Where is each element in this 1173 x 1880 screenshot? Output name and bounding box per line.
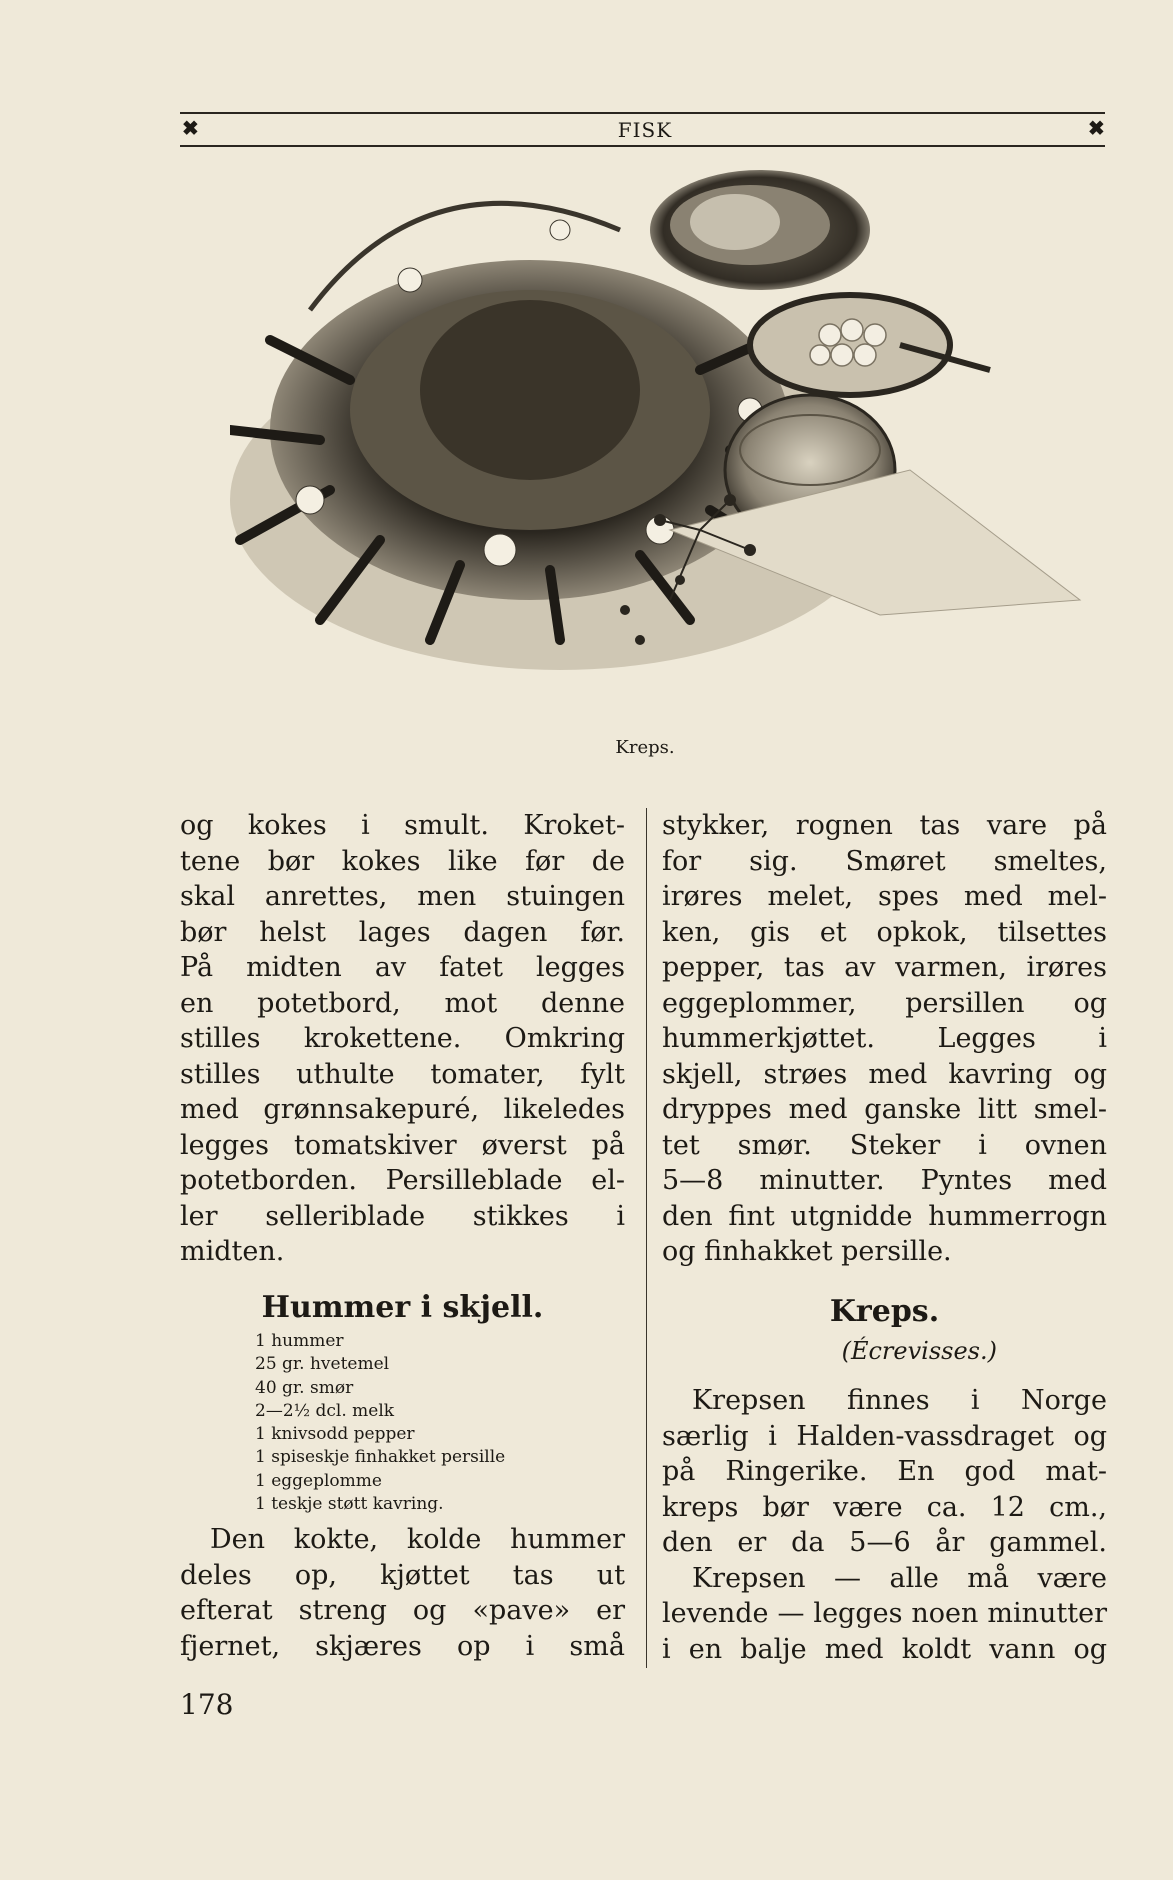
crayfish-platter-photo xyxy=(230,170,1110,740)
left-column-paragraph-2 xyxy=(180,1522,625,1664)
text-line: for sig. Smøret smeltes, xyxy=(662,845,1107,877)
left-column-paragraph-1 xyxy=(180,808,625,1270)
ingredient-item: 40 gr. smør xyxy=(255,1377,354,1398)
text-line: bør helst lages dagen før. xyxy=(180,916,625,948)
ingredient-item: 1 eggeplomme xyxy=(255,1470,382,1491)
text-line: den er da 5—6 år gammel. xyxy=(662,1527,1107,1558)
text-line: legges tomatskiver øverst på xyxy=(180,1129,625,1161)
figure-caption: Kreps. xyxy=(615,737,675,758)
header-ornament-left: ✖ xyxy=(182,116,199,140)
text-line: potetborden. Persilleblade el- xyxy=(180,1165,625,1196)
column-divider xyxy=(646,808,647,1668)
header-rule-top xyxy=(180,112,1105,114)
text-line: den fint utgnidde hummerrogn xyxy=(662,1200,1107,1232)
right-column-paragraph-2 xyxy=(662,1383,1107,1667)
page-number: 178 xyxy=(180,1688,234,1721)
ingredient-item: 2—2½ dcl. melk xyxy=(255,1400,395,1421)
text-line: stilles uthulte tomater, fylt xyxy=(180,1058,625,1090)
ingredient-item: 25 gr. hvetemel xyxy=(255,1354,390,1375)
ingredient-list xyxy=(255,1330,615,1516)
text-line: særlig i Halden-vassdraget og xyxy=(662,1420,1107,1452)
text-line: med grønnsakepuré, likeledes xyxy=(180,1094,625,1125)
header-ornament-right: ✖ xyxy=(1088,116,1105,140)
header-rule-bottom xyxy=(180,145,1105,147)
text-line: deles op, kjøttet tas ut xyxy=(180,1559,625,1591)
text-line: hummerkjøttet. Legges i xyxy=(662,1023,1107,1054)
right-column-paragraph-1 xyxy=(662,808,1107,1270)
text-line: ler selleriblade stikkes i xyxy=(180,1200,625,1232)
text-line: Krepsen — alle må være xyxy=(692,1562,1107,1594)
text-line: pepper, tas av varmen, irøres xyxy=(662,952,1107,983)
text-line: en potetbord, mot denne xyxy=(180,987,625,1019)
text-line: i en balje med koldt vann og xyxy=(662,1633,1107,1665)
text-line: og finhakket persille. xyxy=(662,1236,952,1267)
text-line: kreps bør være ca. 12 cm., xyxy=(662,1491,1107,1523)
recipe-subheading: (Écrevisses.) xyxy=(841,1337,997,1365)
text-line: fjernet, skjæres op i små xyxy=(180,1630,625,1662)
ingredient-item: 1 teskje støtt kavring. xyxy=(255,1494,444,1515)
text-line: på Ringerike. En god mat- xyxy=(662,1456,1107,1487)
text-line: skjell, strøes med kavring og xyxy=(662,1058,1107,1090)
running-head: FISK xyxy=(617,118,673,142)
text-line: tet smør. Steker i ovnen xyxy=(662,1129,1107,1161)
recipe-heading-hummer: Hummer i skjell. xyxy=(261,1290,544,1325)
ingredient-item: 1 knivsodd pepper xyxy=(255,1424,415,1445)
text-line: Den kokte, kolde hummer xyxy=(210,1524,625,1555)
ingredient-item: 1 spiseskje finhakket persille xyxy=(255,1447,506,1468)
text-line: og kokes i smult. Kroket- xyxy=(180,810,625,841)
text-line: dryppes med ganske litt smel- xyxy=(662,1094,1107,1125)
text-line: efterat streng og «pave» er xyxy=(180,1595,625,1626)
ingredient-item: 1 hummer xyxy=(255,1331,344,1351)
text-line: ken, gis et opkok, tilsettes xyxy=(662,916,1107,948)
text-line: Krepsen finnes i Norge xyxy=(692,1385,1107,1416)
text-line: 5—8 minutter. Pyntes med xyxy=(662,1165,1107,1196)
text-line: stilles krokettene. Omkring xyxy=(180,1023,625,1054)
text-line: levende — legges noen minutter xyxy=(662,1598,1107,1629)
text-line: stykker, rognen tas vare på xyxy=(662,810,1107,841)
text-line: skal anrettes, men stuingen xyxy=(180,881,625,912)
recipe-heading-kreps: Kreps. xyxy=(829,1294,940,1329)
text-line: irøres melet, spes med mel- xyxy=(662,881,1107,912)
text-line: midten. xyxy=(180,1236,285,1267)
text-line: tene bør kokes like før de xyxy=(180,845,625,877)
text-line: eggeplommer, persillen og xyxy=(662,987,1107,1019)
text-line: På midten av fatet legges xyxy=(180,952,625,983)
